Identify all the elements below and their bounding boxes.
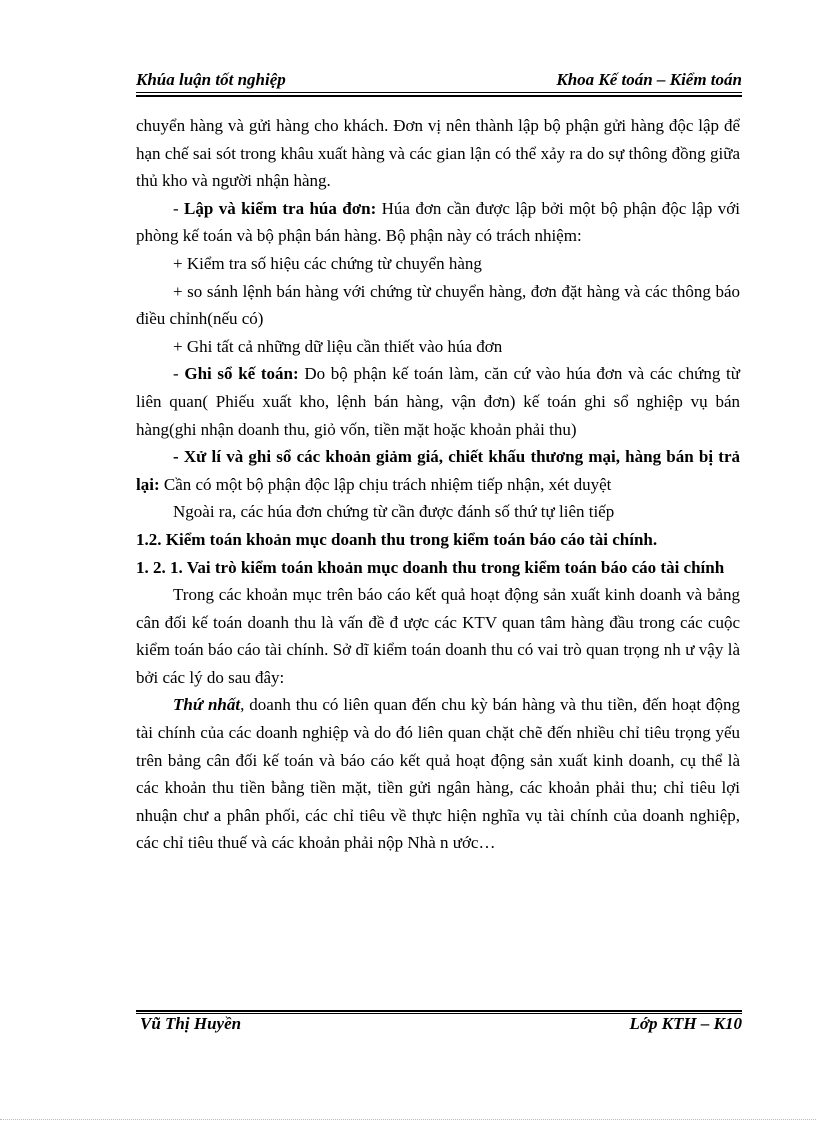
page-body bbox=[136, 112, 740, 857]
header-rule-thin bbox=[136, 92, 742, 93]
subsection-heading: 1. 2. 1. Vai trò kiểm toán khoản mục doanh thu trong kiểm toán báo cáo tài chính bbox=[136, 557, 725, 577]
section-heading: 1.2. Kiểm toán khoản mục doanh thu trong kiểm toán báo cáo tài chính. bbox=[136, 529, 658, 549]
paragraph-role: Trong các khoản mục trên báo cáo kết quả hoạt động sản xuất kinh doanh và bảng cân đối kế toán doanh thu là vấn đề đ ược các KTV quan tâm hàng đầu trong các cuộc kiểm toán báo cáo tài chính. Sở dĩ kiểm toán doanh thu có vai trò quan trọng nh ư vậy là bởi các lý do sau đây: bbox=[136, 585, 740, 687]
paragraph-discounts bbox=[136, 443, 740, 498]
footer-author: Vũ Thị Huyền bbox=[140, 1014, 242, 1033]
list-item-check-numbers: + Kiểm tra số hiệu các chứng từ chuyển hàng bbox=[173, 253, 482, 273]
invoice-heading: Lập và kiểm tra húa đơn: bbox=[184, 198, 377, 218]
list-item-record-data: + Ghi tất cả những dữ liệu cần thiết vào húa đơn bbox=[173, 336, 503, 356]
discounts-text: Cần có một bộ phận độc lập chịu trách nhiệm tiếp nhận, xét duyệt bbox=[159, 474, 612, 494]
paragraph-bookkeeping bbox=[136, 360, 740, 443]
page-footer bbox=[136, 1014, 742, 1038]
paragraph-shipping: chuyển hàng và gửi hàng cho khách. Đơn vị nên thành lập bộ phận gửi hàng độc lập để hạn chế sai sót trong khâu xuất hàng và các gian lận có thể xảy ra do sự thông đồng giữa thủ kho và người nhận hàng. bbox=[136, 116, 740, 191]
header-rule-thick bbox=[136, 95, 742, 97]
invoice-text: Húa đơn cần được lập bởi một bộ phận độc lập với phòng kế toán và bộ phận bán hàng. Bộ phận này có trách nhiệm: bbox=[136, 198, 740, 246]
page-header bbox=[136, 70, 742, 94]
paragraph-numbering: Ngoài ra, các húa đơn chứng từ cần được đánh số thứ tự liên tiếp bbox=[173, 502, 615, 522]
bookkeeping-dash: - bbox=[173, 364, 185, 384]
list-item-compare-orders: + so sánh lệnh bán hàng với chứng từ chuyển hàng, đơn đặt hàng và các thông báo điều chỉnh(nếu có) bbox=[136, 281, 740, 329]
page-bottom-dotted-line bbox=[0, 1119, 816, 1120]
header-department: Khoa Kế toán – Kiểm toán bbox=[556, 70, 742, 89]
first-reason-label: Thứ nhất bbox=[173, 695, 241, 715]
invoice-dash: - bbox=[173, 198, 185, 218]
bookkeeping-heading: Ghi sổ kế toán: bbox=[184, 364, 299, 384]
discounts-heading: - Xử lí và ghi sổ các khoản giảm giá, chiết khấu thương mại, hàng bán bị trả lại: bbox=[136, 447, 740, 494]
paragraph-first-reason bbox=[136, 691, 740, 857]
first-reason-text: , doanh thu có liên quan đến chu kỳ bán hàng và thu tiền, đến hoạt động tài chính của các doanh nghiệp và do đó liên quan chặt chẽ đến nhiều chỉ tiêu trọng yếu trên bảng cân đối kế toán và báo cáo kết quả hoạt động sản xuất kinh doanh, cụ thể là các khoản thu tiền bằng tiền mặt, tiền gửi ngân hàng, các khoản phải thu; chỉ tiêu lợi nhuận chư a phân phối, các chỉ tiêu về thực hiện nghĩa vụ tài chính của doanh nghiệp, các chỉ tiêu thuế và các khoản phải nộp Nhà n ước… bbox=[136, 695, 741, 853]
footer-class: Lớp KTH – K10 bbox=[629, 1014, 742, 1033]
paragraph-invoice bbox=[136, 195, 740, 250]
header-thesis-title: Khúa luận tốt nghiệp bbox=[136, 70, 286, 89]
bookkeeping-text: Do bộ phận kế toán làm, căn cứ vào húa đơn và các chứng từ liên quan( Phiếu xuất kho, lệnh bán hàng, vận đơn) kế toán ghi sổ nghiệp vụ bán hàng(ghi nhận doanh thu, giỏ vốn, tiền mặt hoặc khoản phải thu) bbox=[136, 364, 740, 439]
footer-rule-thick bbox=[136, 1010, 742, 1012]
